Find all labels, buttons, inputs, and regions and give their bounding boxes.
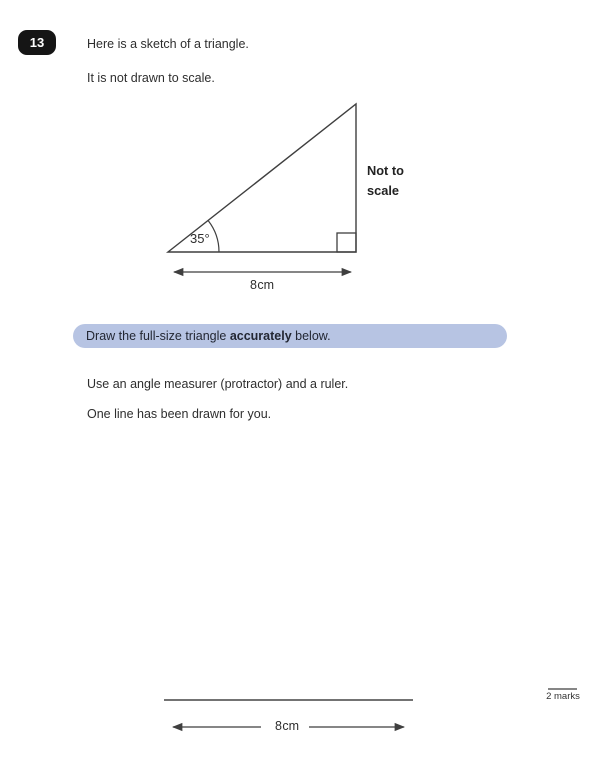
angle-arc: [208, 221, 219, 252]
right-angle-marker-icon: [337, 233, 356, 252]
instruction-suffix: below.: [291, 329, 331, 343]
given-line-length-label: 8 cm: [274, 719, 300, 733]
marks-label: 2 marks: [546, 691, 580, 702]
not-to-scale-line-1: Not to: [367, 163, 404, 178]
triangle-outline: [168, 104, 356, 252]
instruction-highlight: [73, 324, 507, 348]
question-number-badge: 13: [18, 30, 56, 55]
intro-line-1: Here is a sketch of a triangle.: [87, 37, 249, 51]
not-to-scale-line-2: scale: [367, 183, 400, 198]
note-given-line: One line has been drawn for you.: [87, 407, 272, 421]
not-to-scale-label: [367, 161, 404, 201]
intro-line-2: It is not drawn to scale.: [87, 71, 215, 85]
note-protractor: Use an angle measurer (protractor) and a ruler.: [87, 377, 349, 391]
instruction-bold-word: accurately: [229, 329, 292, 343]
instruction-prefix: Draw the full-size triangle: [86, 329, 230, 343]
angle-label: 35°: [190, 231, 210, 246]
base-length-label: 8 cm: [249, 278, 275, 292]
